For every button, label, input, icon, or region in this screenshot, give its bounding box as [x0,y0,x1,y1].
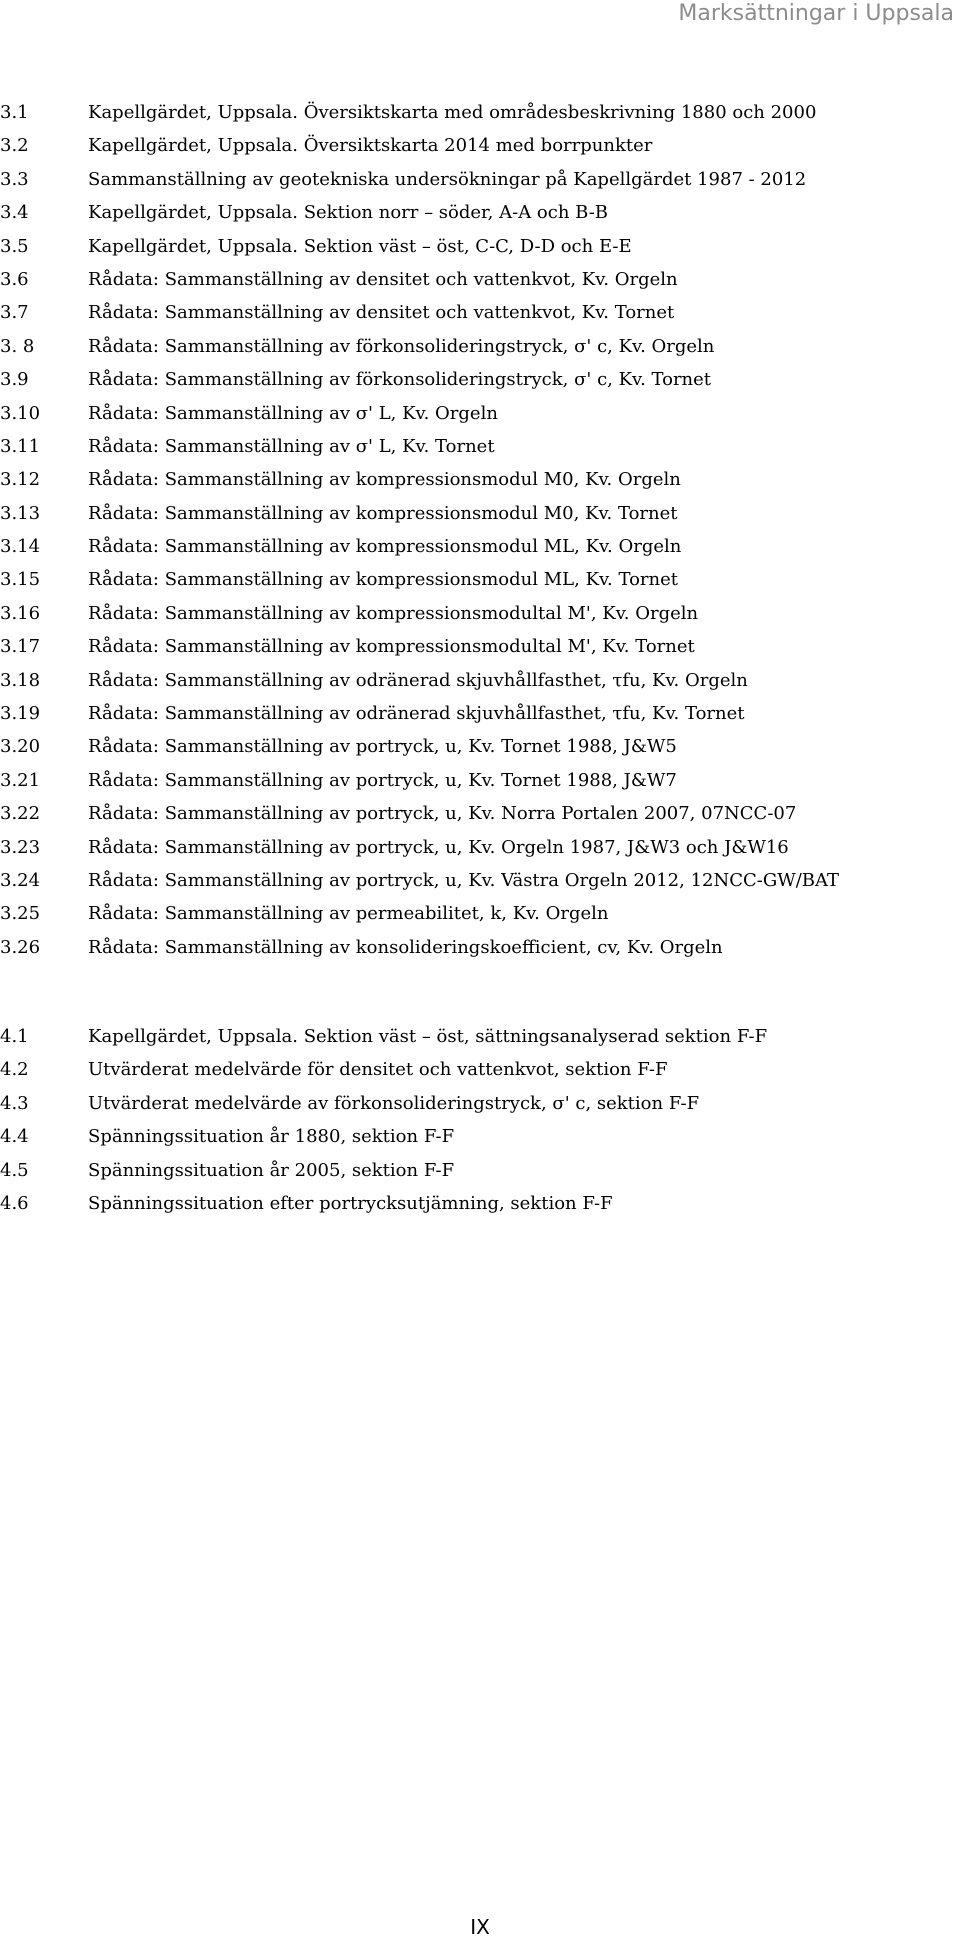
figure-caption: Utvärderat medelvärde för densitet och vattenkvot, sektion F-F [88,1059,668,1081]
figure-number: 3.18 [0,669,41,691]
list-item [0,797,960,830]
figure-caption: Rådata: Sammanställning av kompressionsmodultal M', Kv. Orgeln [88,602,699,624]
figure-caption: Kapellgärdet, Uppsala. Sektion väst – öst, sättningsanalyserad sektion F-F [88,1026,768,1047]
figure-list-chapter-4 [0,1020,960,1220]
list-item [0,597,960,630]
figure-caption: Rådata: Sammanställning av portryck, u, Kv. Tornet 1988, J&W5 [88,736,677,758]
figure-list-chapter-3 [0,96,960,964]
figure-caption: Kapellgärdet, Uppsala. Sektion norr – söder, A-A och B-B [88,202,609,224]
figure-caption: Kapellgärdet, Uppsala. Översiktskarta 2014 med borrpunkter [88,135,653,157]
figure-number: 4.3 [0,1092,29,1114]
list-item [0,296,960,329]
figure-number: 3.4 [0,202,29,224]
figure-number: 3.11 [0,435,41,457]
figure-number: 3.21 [0,769,41,791]
list-item [0,230,960,263]
page-footer [0,1912,960,1942]
list-item [0,1154,960,1187]
figure-number: 3.10 [0,402,41,424]
list-item [0,764,960,797]
figure-number: 3.12 [0,469,41,491]
figure-number: 3.5 [0,235,29,257]
list-item [0,664,960,697]
figure-caption: Rådata: Sammanställning av densitet och vattenkvot, Kv. Tornet [88,302,675,324]
figure-number: 4.4 [0,1126,29,1148]
list-item [0,563,960,596]
figure-caption: Rådata: Sammanställning av σ' L, Kv. Tornet [88,435,495,457]
figure-caption: Rådata: Sammanställning av portryck, u, Kv. Norra Portalen 2007, 07NCC-07 [88,803,797,825]
figure-number: 3.17 [0,636,41,658]
figure-number: 3.26 [0,936,41,958]
figure-caption: Rådata: Sammanställning av permeabilitet, k, Kv. Orgeln [88,903,609,925]
figure-number: 3.2 [0,135,29,157]
figure-number: 4.1 [0,1026,29,1047]
running-header [0,0,960,34]
figure-caption: Kapellgärdet, Uppsala. Sektion väst – öst, C-C, D-D och E-E [88,235,632,257]
list-item [0,831,960,864]
figure-number: 3.3 [0,168,29,190]
figure-number: 3.20 [0,736,41,758]
figure-number: 4.2 [0,1059,29,1081]
figure-number: 3.24 [0,869,41,891]
list-item [0,363,960,396]
list-item [0,463,960,496]
list-item [0,897,960,930]
figure-caption: Rådata: Sammanställning av förkonsolideringstryck, σ' c, Kv. Orgeln [88,335,715,357]
figure-number: 3.19 [0,703,41,725]
figure-caption: Rådata: Sammanställning av portryck, u, Kv. Västra Orgeln 2012, 12NCC-GW/BAT [88,869,840,891]
header-title: Marksättningar i Uppsala [678,1,954,26]
figure-number: 3.1 [0,102,29,123]
list-item [0,330,960,363]
figure-number: 3.22 [0,803,41,825]
figure-number: 3.7 [0,302,29,324]
list-item [0,931,960,964]
list-item [0,163,960,196]
figure-caption: Rådata: Sammanställning av portryck, u, Kv. Tornet 1988, J&W7 [88,769,677,791]
figure-caption: Rådata: Sammanställning av odränerad skjuvhållfasthet, τfu, Kv. Tornet [88,703,745,725]
figure-number: 3.6 [0,268,29,290]
figure-caption: Rådata: Sammanställning av kompressionsmodul M0, Kv. Orgeln [88,469,681,491]
figure-caption: Rådata: Sammanställning av kompressionsmodul M0, Kv. Tornet [88,502,678,524]
list-item [0,263,960,296]
list-item [0,430,960,463]
list-item [0,196,960,229]
figure-number: 3. 8 [0,335,35,357]
figure-number: 3.25 [0,903,41,925]
figure-caption: Rådata: Sammanställning av kompressionsmodul ML, Kv. Orgeln [88,536,682,558]
figure-caption: Rådata: Sammanställning av σ' L, Kv. Orgeln [88,402,498,424]
figure-caption: Rådata: Sammanställning av förkonsolideringstryck, σ' c, Kv. Tornet [88,369,712,391]
list-item [0,497,960,530]
figure-caption: Rådata: Sammanställning av densitet och vattenkvot, Kv. Orgeln [88,268,678,290]
figure-caption: Rådata: Sammanställning av konsolideringskoefficient, cv, Kv. Orgeln [88,936,723,958]
figure-caption: Rådata: Sammanställning av kompressionsmodul ML, Kv. Tornet [88,569,679,591]
list-item [0,1087,960,1120]
figure-number: 4.5 [0,1159,29,1181]
figure-caption: Spänningssituation år 1880, sektion F-F [88,1126,455,1148]
list-item [0,129,960,162]
figure-caption: Utvärderat medelvärde av förkonsolideringstryck, σ' c, sektion F-F [88,1092,700,1114]
figure-number: 3.16 [0,602,41,624]
list-item [0,697,960,730]
list-item [0,1053,960,1086]
figure-caption: Spänningssituation år 2005, sektion F-F [88,1159,455,1181]
list-item [0,1020,960,1053]
list-item [0,530,960,563]
figure-caption: Rådata: Sammanställning av odränerad skjuvhållfasthet, τfu, Kv. Orgeln [88,669,748,691]
figure-caption: Sammanställning av geotekniska undersökningar på Kapellgärdet 1987 - 2012 [88,168,807,190]
figure-number: 3.9 [0,369,29,391]
list-item [0,730,960,763]
list-item [0,630,960,663]
figure-number: 3.13 [0,502,41,524]
list-item [0,96,960,129]
list-item [0,1187,960,1220]
list-item [0,397,960,430]
list-item [0,864,960,897]
figure-number: 3.14 [0,536,41,558]
figure-caption: Rådata: Sammanställning av portryck, u, Kv. Orgeln 1987, J&W3 och J&W16 [88,836,789,858]
list-item [0,1120,960,1153]
figure-number: 3.23 [0,836,41,858]
figure-caption: Kapellgärdet, Uppsala. Översiktskarta med områdesbeskrivning 1880 och 2000 [88,102,817,123]
figure-number: 4.6 [0,1192,29,1214]
figure-caption: Rådata: Sammanställning av kompressionsmodultal M', Kv. Tornet [88,636,695,658]
figure-caption: Spänningssituation efter portrycksutjämning, sektion F-F [88,1192,613,1214]
page-number: IX [470,1915,490,1939]
figure-number: 3.15 [0,569,41,591]
